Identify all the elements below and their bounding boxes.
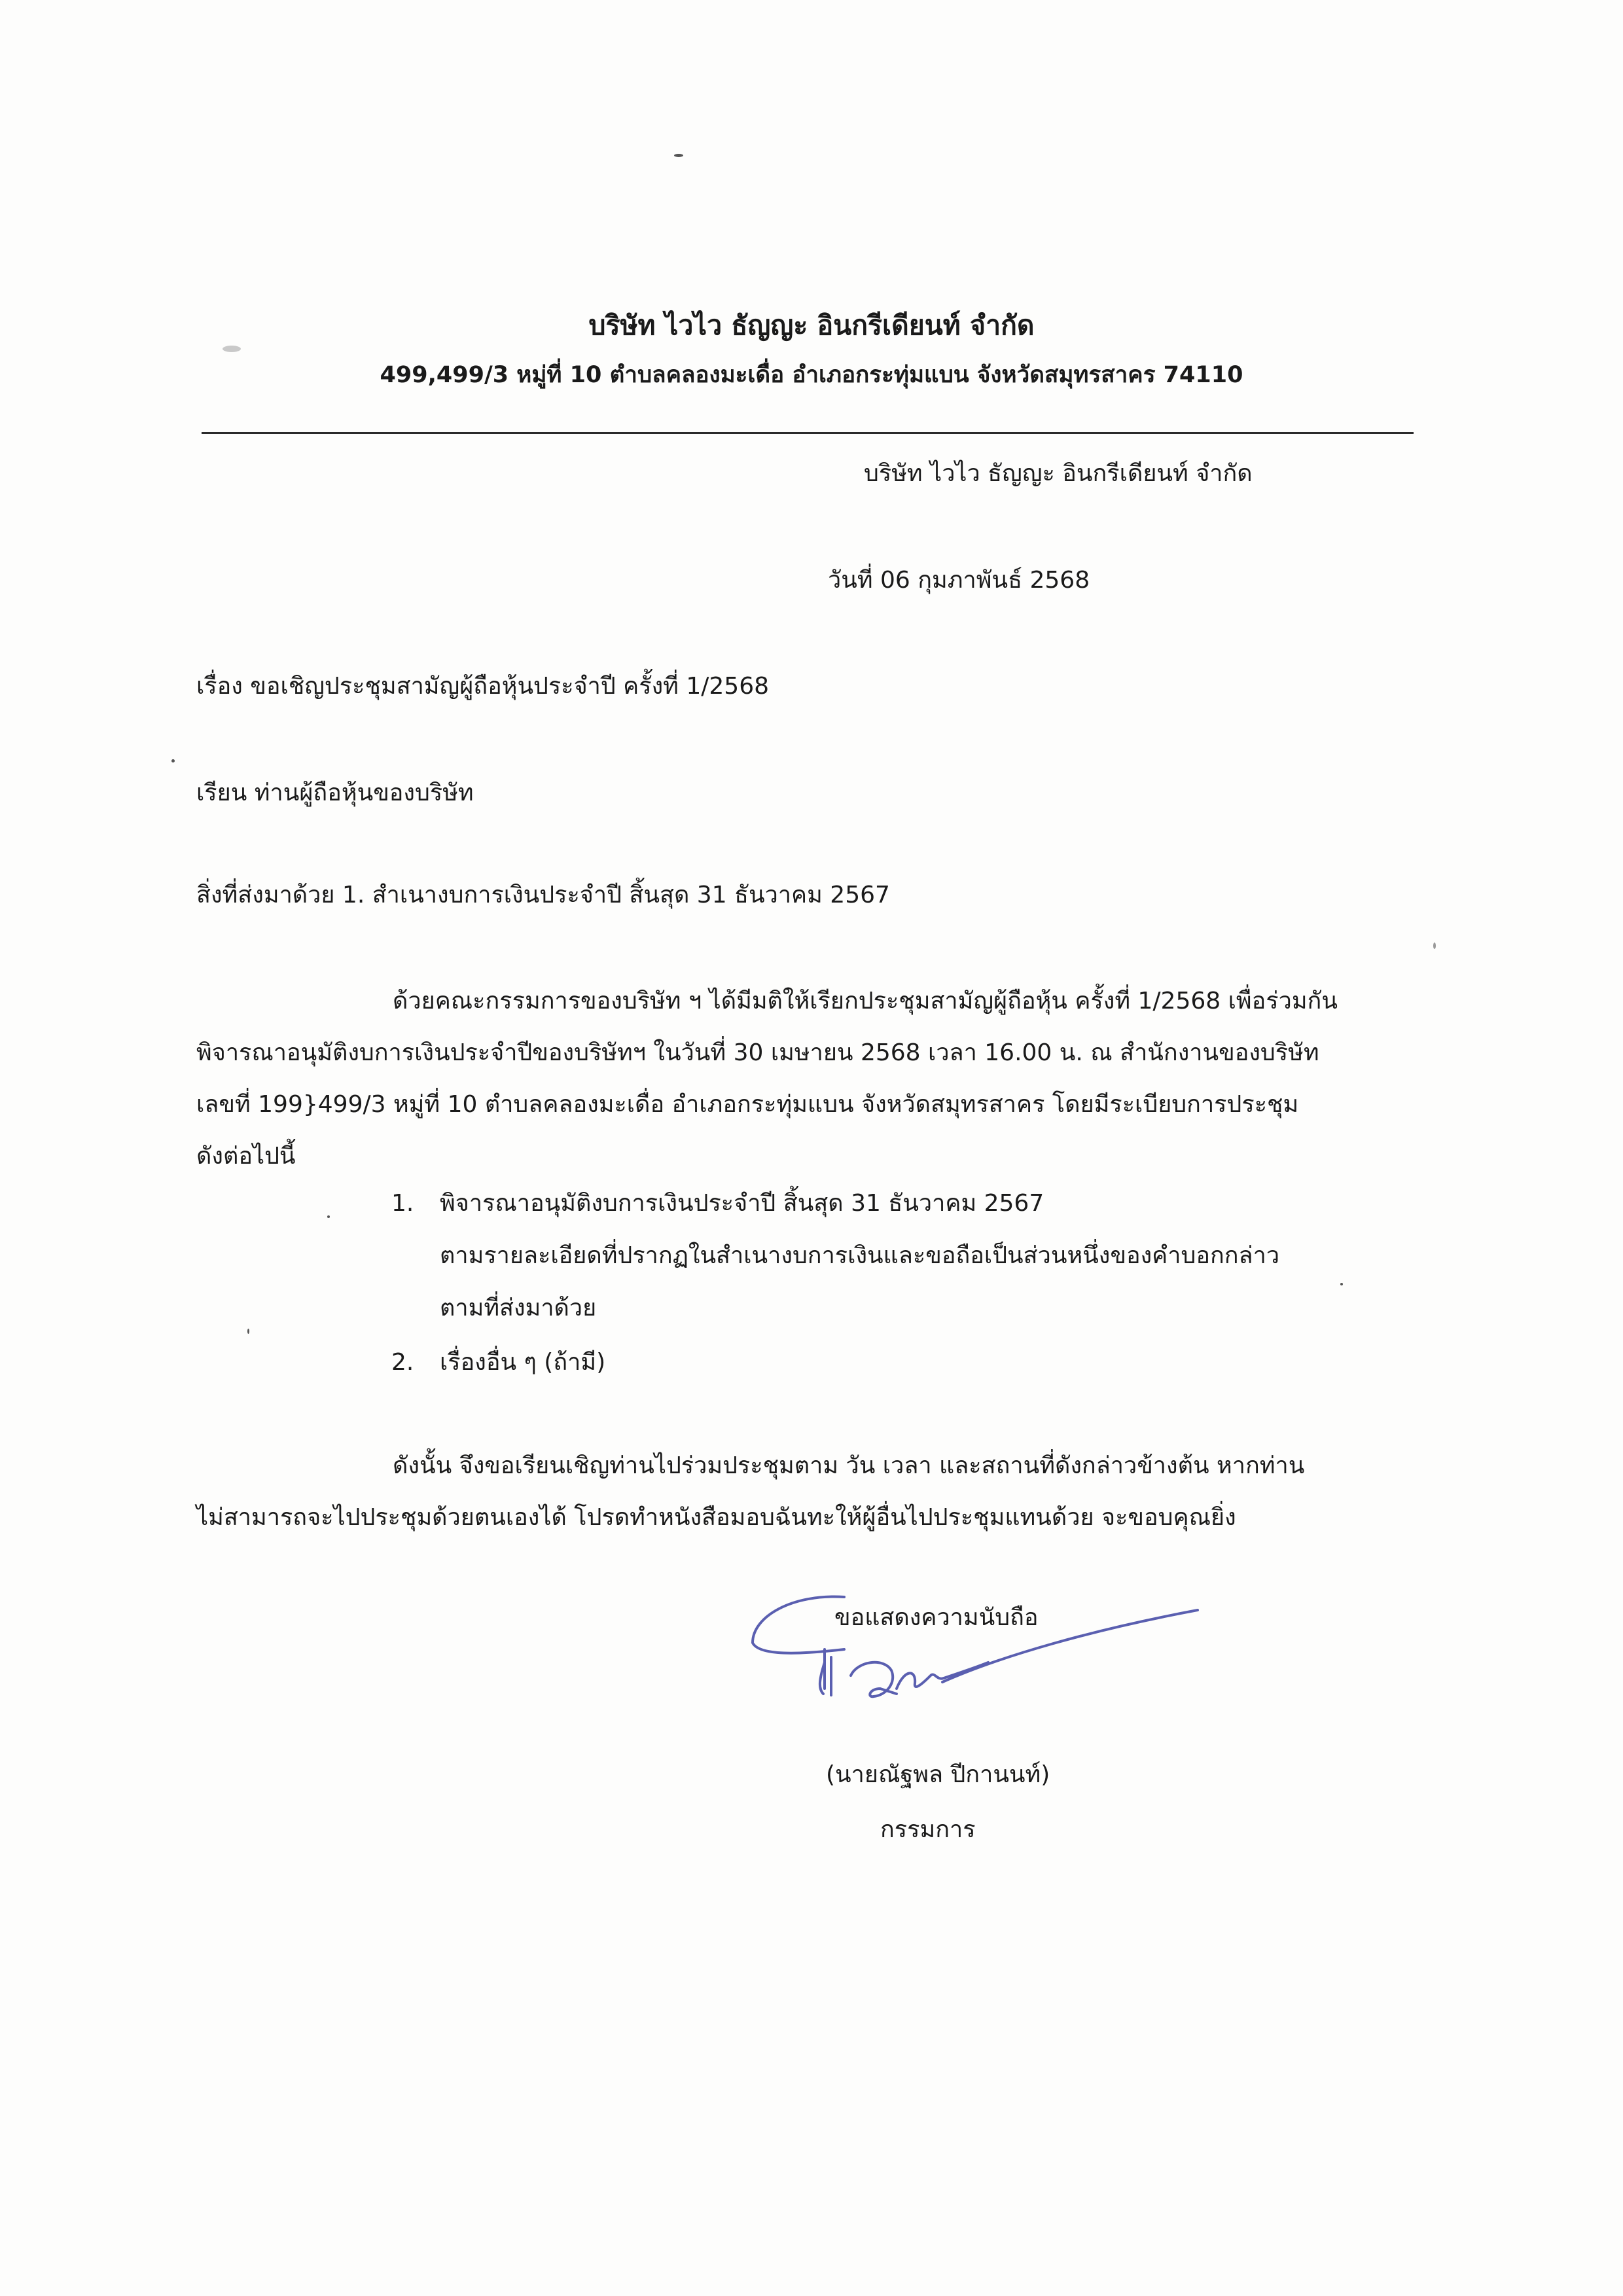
closing-paragraph xyxy=(196,1440,1304,1543)
signer-title: กรรมการ xyxy=(880,1816,976,1843)
company-letterhead-name: บริษัท ไวไว ธัญญะ อินกรีเดียนท์ จำกัด xyxy=(588,310,1035,341)
signer-name: (นายณัฐพล ปีกานนท์) xyxy=(826,1761,1050,1788)
body-line: ดังต่อไปนี้ xyxy=(196,1143,296,1170)
agenda-item-number: 2. xyxy=(391,1349,414,1376)
scan-speck xyxy=(1340,1283,1343,1285)
closing-line: ดังนั้น จึงขอเรียนเชิญท่านไปร่วมประชุมตาม วัน เวลา และสถานที่ดังกล่าวข้างต้น หากท่าน xyxy=(393,1452,1305,1479)
scan-speck xyxy=(247,1329,249,1334)
handwritten-signature xyxy=(740,1584,1211,1741)
closing-line: ไม่สามารถจะไปประชุมด้วยตนเองได้ โปรดทำหนังสือมอบฉันทะให้ผู้อื่นไปประชุมแทนด้วย จะขอบคุณยิ่ง xyxy=(196,1504,1236,1531)
enclosure-line: สิ่งที่ส่งมาด้วย 1. สำเนางบการเงินประจำปี สิ้นสุด 31 ธันวาคม 2567 xyxy=(196,882,890,908)
agenda-item-line: เรื่องอื่น ๆ (ถ้ามี) xyxy=(440,1349,606,1376)
header-divider xyxy=(202,432,1414,434)
scan-speck xyxy=(327,1215,330,1218)
subject-line: เรื่อง ขอเชิญประชุมสามัญผู้ถือหุ้นประจำปี ครั้งที่ 1/2568 xyxy=(196,673,770,700)
scan-speck xyxy=(223,346,241,352)
body-line: พิจารณาอนุมัติงบการเงินประจำปีของบริษัทฯ ในวันที่ 30 เมษายน 2568 เวลา 16.00 น. ณ สำนักงานของบริษัท xyxy=(196,1039,1319,1066)
agenda-item-line: พิจารณาอนุมัติงบการเงินประจำปี สิ้นสุด 31 ธันวาคม 2567 xyxy=(440,1190,1044,1217)
body-line: ด้วยคณะกรรมการของบริษัท ฯ ได้มีมติให้เรียกประชุมสามัญผู้ถือหุ้น ครั้งที่ 1/2568 เพื่อร่วมกัน xyxy=(393,988,1338,1014)
scan-speck xyxy=(171,759,175,762)
letter-date: วันที่ 06 กุมภาพันธ์ 2568 xyxy=(828,567,1090,594)
salutation: เรียน ท่านผู้ถือหุ้นของบริษัท xyxy=(196,780,474,806)
agenda-item-line: ตามที่ส่งมาด้วย xyxy=(440,1295,597,1321)
body-paragraph xyxy=(196,975,1338,1182)
sender-company: บริษัท ไวไว ธัญญะ อินกรีเดียนท์ จำกัด xyxy=(864,460,1253,487)
agenda-item-line: ตามรายละเอียดที่ปรากฏในสำเนางบการเงินและขอถือเป็นส่วนหนึ่งของคำบอกกล่าว xyxy=(440,1242,1280,1269)
scan-speck xyxy=(674,154,683,157)
body-line: เลขที่ 199}499/3 หมู่ที่ 10 ตำบลคลองมะเดื่อ อำเภอกระทุ่มแบน จังหวัดสมุทรสาคร โดยมีระเบียบการประชุม xyxy=(196,1091,1299,1118)
agenda-item-number: 1. xyxy=(391,1190,414,1217)
scan-speck xyxy=(1433,942,1436,949)
company-letterhead-address: 499,499/3 หมู่ที่ 10 ตำบลคลองมะเดื่อ อำเภอกระทุ่มแบน จังหวัดสมุทรสาคร 74110 xyxy=(380,362,1243,388)
sign-off: ขอแสดงความนับถือ xyxy=(834,1604,1039,1631)
